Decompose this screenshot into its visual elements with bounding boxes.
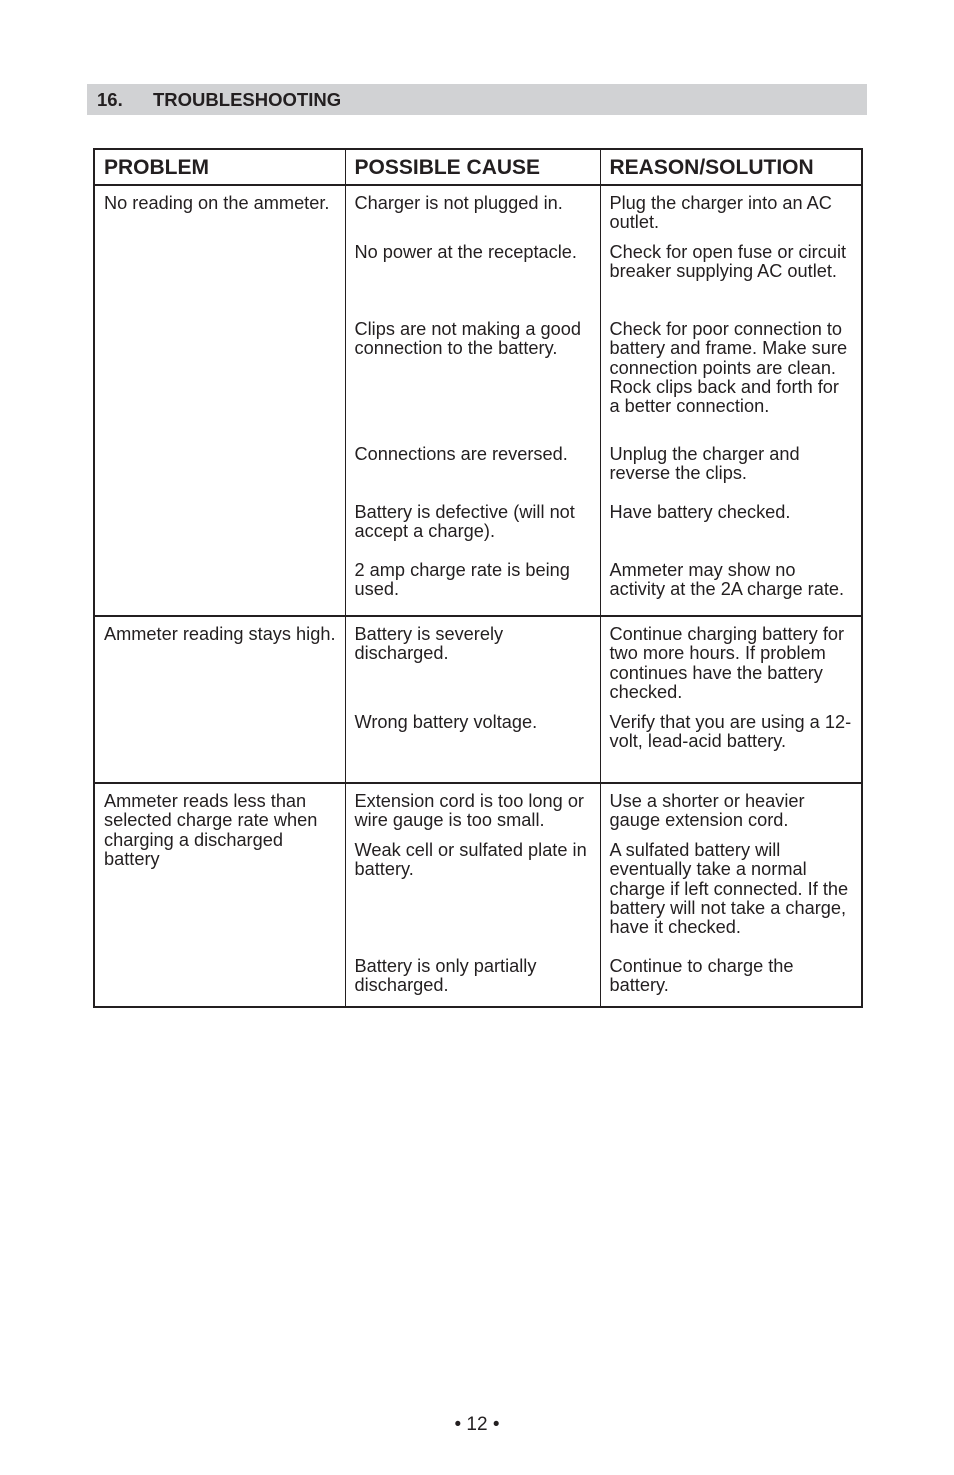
reason-solution-cell: Continue to charge the battery. (600, 957, 862, 1007)
possible-cause-cell: Clips are not making a good connection to the battery. (345, 320, 600, 445)
header-reason-solution: REASON/SOLUTION (600, 149, 862, 185)
reason-solution-cell: Unplug the charger and reverse the clips. (600, 445, 862, 503)
reason-solution-cell: A sulfated battery will eventually take a normal charge if left connected. If the battery will not take a charge, have it checked. (600, 841, 862, 957)
reason-solution-cell: Have battery checked. (600, 503, 862, 561)
page-number: • 12 • (454, 1414, 500, 1435)
reason-solution-cell: Verify that you are using a 12-volt, lead-acid battery. (600, 713, 862, 783)
problem-cell: Ammeter reading stays high. (94, 616, 345, 783)
possible-cause-cell: No power at the receptacle. (345, 243, 600, 320)
header-problem: PROBLEM (94, 149, 345, 185)
reason-solution-cell: Check for open fuse or circuit breaker supplying AC outlet. (600, 243, 862, 320)
table-header-row (94, 149, 862, 185)
possible-cause-cell: Connections are reversed. (345, 445, 600, 503)
section-number: 16. (97, 89, 123, 110)
header-possible-cause: POSSIBLE CAUSE (345, 149, 600, 185)
reason-solution-cell: Plug the charger into an AC outlet. (600, 185, 862, 243)
section-title: TROUBLESHOOTING (153, 89, 342, 110)
reason-solution-cell: Continue charging battery for two more hours. If problem continues have the battery checked. (600, 616, 862, 713)
problem-cell: No reading on the ammeter. (94, 185, 345, 616)
possible-cause-cell: Wrong battery voltage. (345, 713, 600, 783)
possible-cause-cell: Battery is only partially discharged. (345, 957, 600, 1007)
reason-solution-cell: Check for poor connection to battery and frame. Make sure connection points are clean. Rock clips back and forth for a better connection. (600, 320, 862, 445)
section-heading (87, 84, 867, 115)
reason-solution-cell: Ammeter may show no activity at the 2A charge rate. (600, 561, 862, 616)
table-row (94, 616, 862, 713)
table-row (94, 783, 862, 841)
troubleshooting-table (93, 148, 863, 1008)
problem-cell: Ammeter reads less than selected charge rate when charging a discharged battery (94, 783, 345, 1007)
possible-cause-cell: Battery is severely discharged. (345, 616, 600, 713)
reason-solution-cell: Use a shorter or heavier gauge extension cord. (600, 783, 862, 841)
possible-cause-cell: Weak cell or sulfated plate in battery. (345, 841, 600, 957)
possible-cause-cell: Battery is defective (will not accept a charge). (345, 503, 600, 561)
table-row (94, 185, 862, 243)
possible-cause-cell: Extension cord is too long or wire gauge is too small. (345, 783, 600, 841)
possible-cause-cell: 2 amp charge rate is being used. (345, 561, 600, 616)
table-body (94, 185, 862, 1007)
possible-cause-cell: Charger is not plugged in. (345, 185, 600, 243)
